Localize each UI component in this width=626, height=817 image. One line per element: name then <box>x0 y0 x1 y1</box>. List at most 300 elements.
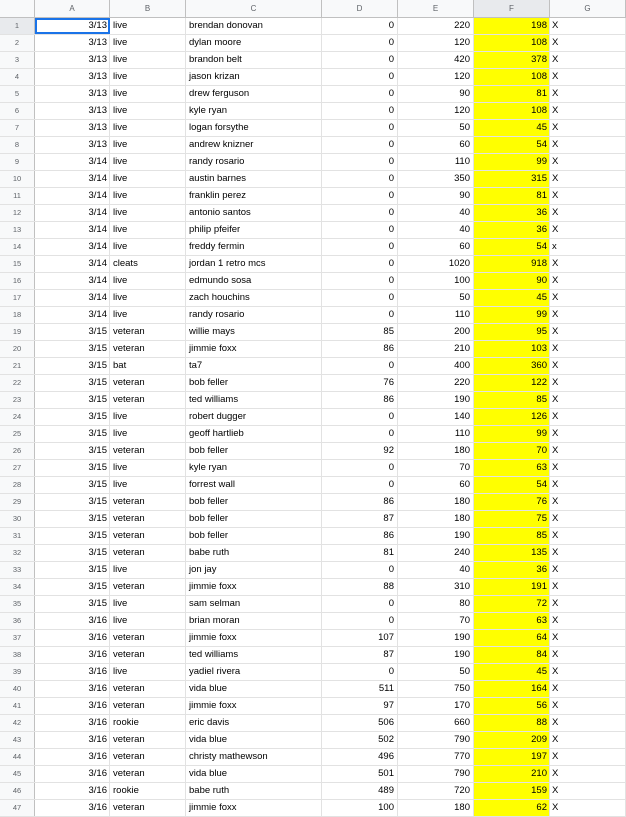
cell-profit[interactable]: 45 <box>474 120 550 136</box>
cell-price[interactable]: 170 <box>398 698 474 714</box>
cell-profit[interactable]: 315 <box>474 171 550 187</box>
cell-price[interactable]: 40 <box>398 562 474 578</box>
cell-profit[interactable]: 95 <box>474 324 550 340</box>
cell-type[interactable]: cleats <box>110 256 186 272</box>
cell-price[interactable]: 50 <box>398 120 474 136</box>
cell-player[interactable]: kyle ryan <box>186 103 322 119</box>
cell-cost[interactable]: 0 <box>322 239 398 255</box>
cell-price[interactable]: 60 <box>398 477 474 493</box>
cell-profit[interactable]: 63 <box>474 613 550 629</box>
cell-profit[interactable]: 76 <box>474 494 550 510</box>
cell-date[interactable]: 3/15 <box>35 562 110 578</box>
cell-mark[interactable]: X <box>550 545 626 561</box>
cell-mark[interactable]: X <box>550 494 626 510</box>
cell-profit[interactable]: 85 <box>474 392 550 408</box>
column-header-g[interactable]: G <box>550 0 626 17</box>
cell-mark[interactable]: X <box>550 715 626 731</box>
cell-price[interactable]: 750 <box>398 681 474 697</box>
cell-player[interactable]: vida blue <box>186 681 322 697</box>
cell-cost[interactable]: 0 <box>322 171 398 187</box>
cell-profit[interactable]: 918 <box>474 256 550 272</box>
cell-profit[interactable]: 126 <box>474 409 550 425</box>
cell-cost[interactable]: 92 <box>322 443 398 459</box>
cell-date[interactable]: 3/15 <box>35 545 110 561</box>
row-header[interactable]: 31 <box>0 528 35 544</box>
cell-type[interactable]: veteran <box>110 324 186 340</box>
cell-price[interactable]: 120 <box>398 35 474 51</box>
cell-player[interactable]: jimmie foxx <box>186 341 322 357</box>
cell-cost[interactable]: 87 <box>322 647 398 663</box>
cell-date[interactable]: 3/15 <box>35 596 110 612</box>
cell-date[interactable]: 3/14 <box>35 171 110 187</box>
cell-price[interactable]: 400 <box>398 358 474 374</box>
cell-price[interactable]: 200 <box>398 324 474 340</box>
cell-mark[interactable]: X <box>550 205 626 221</box>
cell-price[interactable]: 240 <box>398 545 474 561</box>
cell-mark[interactable]: X <box>550 358 626 374</box>
cell-mark[interactable]: X <box>550 154 626 170</box>
cell-type[interactable]: live <box>110 613 186 629</box>
cell-profit[interactable]: 378 <box>474 52 550 68</box>
row-header[interactable]: 1 <box>0 18 35 34</box>
cell-date[interactable]: 3/15 <box>35 426 110 442</box>
cell-type[interactable]: live <box>110 222 186 238</box>
cell-mark[interactable]: x <box>550 239 626 255</box>
cell-price[interactable]: 50 <box>398 664 474 680</box>
cell-mark[interactable]: X <box>550 664 626 680</box>
cell-mark[interactable]: X <box>550 647 626 663</box>
cell-type[interactable]: live <box>110 239 186 255</box>
cell-mark[interactable]: X <box>550 307 626 323</box>
cell-type[interactable]: veteran <box>110 579 186 595</box>
cell-profit[interactable]: 164 <box>474 681 550 697</box>
cell-date[interactable]: 3/13 <box>35 18 110 34</box>
cell-cost[interactable]: 0 <box>322 222 398 238</box>
cell-cost[interactable]: 0 <box>322 69 398 85</box>
row-header[interactable]: 38 <box>0 647 35 663</box>
cell-player[interactable]: eric davis <box>186 715 322 731</box>
cell-type[interactable]: veteran <box>110 766 186 782</box>
cell-cost[interactable]: 0 <box>322 205 398 221</box>
cell-player[interactable]: christy mathewson <box>186 749 322 765</box>
cell-mark[interactable]: X <box>550 69 626 85</box>
cell-type[interactable]: live <box>110 460 186 476</box>
row-header[interactable]: 35 <box>0 596 35 612</box>
cell-player[interactable]: zach houchins <box>186 290 322 306</box>
cell-price[interactable]: 90 <box>398 86 474 102</box>
cell-date[interactable]: 3/15 <box>35 528 110 544</box>
cell-player[interactable]: jon jay <box>186 562 322 578</box>
row-header[interactable]: 20 <box>0 341 35 357</box>
cell-mark[interactable]: X <box>550 426 626 442</box>
cell-type[interactable]: live <box>110 290 186 306</box>
cell-price[interactable]: 40 <box>398 205 474 221</box>
cell-price[interactable]: 220 <box>398 375 474 391</box>
cell-cost[interactable]: 501 <box>322 766 398 782</box>
cell-cost[interactable]: 86 <box>322 392 398 408</box>
cell-player[interactable]: freddy fermin <box>186 239 322 255</box>
cell-type[interactable]: live <box>110 154 186 170</box>
column-header-f[interactable]: F <box>474 0 550 17</box>
cell-date[interactable]: 3/16 <box>35 800 110 816</box>
cell-mark[interactable]: X <box>550 511 626 527</box>
cell-price[interactable]: 180 <box>398 511 474 527</box>
column-header-c[interactable]: C <box>186 0 322 17</box>
cell-date[interactable]: 3/13 <box>35 35 110 51</box>
cell-player[interactable]: jimmie foxx <box>186 630 322 646</box>
cell-player[interactable]: andrew knizner <box>186 137 322 153</box>
row-header[interactable]: 12 <box>0 205 35 221</box>
cell-type[interactable]: bat <box>110 358 186 374</box>
cell-price[interactable]: 190 <box>398 647 474 663</box>
cell-cost[interactable]: 76 <box>322 375 398 391</box>
row-header[interactable]: 30 <box>0 511 35 527</box>
cell-price[interactable]: 660 <box>398 715 474 731</box>
cell-cost[interactable]: 0 <box>322 409 398 425</box>
cell-player[interactable]: yadiel rivera <box>186 664 322 680</box>
cell-player[interactable]: dylan moore <box>186 35 322 51</box>
cell-player[interactable]: edmundo sosa <box>186 273 322 289</box>
cell-date[interactable]: 3/16 <box>35 749 110 765</box>
row-header[interactable]: 13 <box>0 222 35 238</box>
cell-type[interactable]: live <box>110 426 186 442</box>
cell-price[interactable]: 190 <box>398 528 474 544</box>
cell-cost[interactable]: 0 <box>322 18 398 34</box>
cell-profit[interactable]: 56 <box>474 698 550 714</box>
cell-player[interactable]: austin barnes <box>186 171 322 187</box>
cell-cost[interactable]: 107 <box>322 630 398 646</box>
cell-player[interactable]: franklin perez <box>186 188 322 204</box>
cell-player[interactable]: geoff hartlieb <box>186 426 322 442</box>
cell-date[interactable]: 3/16 <box>35 783 110 799</box>
cell-mark[interactable]: X <box>550 579 626 595</box>
cell-cost[interactable]: 86 <box>322 341 398 357</box>
cell-mark[interactable]: X <box>550 681 626 697</box>
cell-date[interactable]: 3/14 <box>35 188 110 204</box>
cell-type[interactable]: live <box>110 596 186 612</box>
cell-date[interactable]: 3/14 <box>35 290 110 306</box>
cell-cost[interactable]: 0 <box>322 426 398 442</box>
cell-date[interactable]: 3/16 <box>35 732 110 748</box>
cell-cost[interactable]: 0 <box>322 664 398 680</box>
cell-type[interactable]: veteran <box>110 732 186 748</box>
cell-date[interactable]: 3/15 <box>35 579 110 595</box>
cell-cost[interactable]: 489 <box>322 783 398 799</box>
cell-mark[interactable]: X <box>550 273 626 289</box>
cell-date[interactable]: 3/16 <box>35 630 110 646</box>
cell-date[interactable]: 3/15 <box>35 494 110 510</box>
row-header[interactable]: 46 <box>0 783 35 799</box>
cell-price[interactable]: 720 <box>398 783 474 799</box>
cell-date[interactable]: 3/13 <box>35 137 110 153</box>
cell-mark[interactable]: X <box>550 749 626 765</box>
cell-price[interactable]: 310 <box>398 579 474 595</box>
cell-profit[interactable]: 99 <box>474 426 550 442</box>
cell-date[interactable]: 3/14 <box>35 273 110 289</box>
cell-player[interactable]: philip pfeifer <box>186 222 322 238</box>
cell-price[interactable]: 140 <box>398 409 474 425</box>
cell-profit[interactable]: 64 <box>474 630 550 646</box>
cell-mark[interactable]: X <box>550 528 626 544</box>
select-all-corner[interactable] <box>0 0 35 17</box>
cell-price[interactable]: 220 <box>398 18 474 34</box>
cell-date[interactable]: 3/15 <box>35 477 110 493</box>
cell-cost[interactable]: 0 <box>322 35 398 51</box>
cell-date[interactable]: 3/14 <box>35 154 110 170</box>
cell-type[interactable]: live <box>110 120 186 136</box>
cell-type[interactable]: live <box>110 409 186 425</box>
row-header[interactable]: 4 <box>0 69 35 85</box>
row-header[interactable]: 44 <box>0 749 35 765</box>
cell-date[interactable]: 3/16 <box>35 766 110 782</box>
cell-type[interactable]: veteran <box>110 443 186 459</box>
cell-cost[interactable]: 0 <box>322 307 398 323</box>
cell-cost[interactable]: 0 <box>322 613 398 629</box>
cell-profit[interactable]: 99 <box>474 307 550 323</box>
cell-cost[interactable]: 0 <box>322 290 398 306</box>
cell-player[interactable]: antonio santos <box>186 205 322 221</box>
cell-profit[interactable]: 99 <box>474 154 550 170</box>
cell-price[interactable]: 1020 <box>398 256 474 272</box>
cell-date[interactable]: 3/16 <box>35 681 110 697</box>
cell-profit[interactable]: 209 <box>474 732 550 748</box>
cell-date[interactable]: 3/13 <box>35 103 110 119</box>
row-header[interactable]: 26 <box>0 443 35 459</box>
cell-type[interactable]: live <box>110 137 186 153</box>
row-header[interactable]: 47 <box>0 800 35 816</box>
cell-date[interactable]: 3/13 <box>35 120 110 136</box>
cell-price[interactable]: 40 <box>398 222 474 238</box>
cell-mark[interactable]: X <box>550 256 626 272</box>
cell-mark[interactable]: X <box>550 375 626 391</box>
cell-cost[interactable]: 86 <box>322 494 398 510</box>
cell-date[interactable]: 3/13 <box>35 52 110 68</box>
cell-cost[interactable]: 0 <box>322 188 398 204</box>
cell-price[interactable]: 120 <box>398 69 474 85</box>
cell-profit[interactable]: 360 <box>474 358 550 374</box>
row-header[interactable]: 16 <box>0 273 35 289</box>
cell-price[interactable]: 110 <box>398 154 474 170</box>
cell-mark[interactable]: X <box>550 562 626 578</box>
cell-type[interactable]: live <box>110 188 186 204</box>
cell-type[interactable]: live <box>110 307 186 323</box>
cell-player[interactable]: jimmie foxx <box>186 698 322 714</box>
cell-mark[interactable]: X <box>550 800 626 816</box>
cell-mark[interactable]: X <box>550 52 626 68</box>
cell-date[interactable]: 3/16 <box>35 613 110 629</box>
row-header[interactable]: 27 <box>0 460 35 476</box>
cell-profit[interactable]: 54 <box>474 239 550 255</box>
cell-mark[interactable]: X <box>550 766 626 782</box>
cell-date[interactable]: 3/14 <box>35 256 110 272</box>
cell-date[interactable]: 3/16 <box>35 664 110 680</box>
cell-type[interactable]: veteran <box>110 528 186 544</box>
cell-mark[interactable]: X <box>550 103 626 119</box>
row-header[interactable]: 40 <box>0 681 35 697</box>
cell-profit[interactable]: 103 <box>474 341 550 357</box>
cell-price[interactable]: 180 <box>398 494 474 510</box>
cell-mark[interactable]: X <box>550 35 626 51</box>
cell-mark[interactable]: X <box>550 341 626 357</box>
column-header-b[interactable]: B <box>110 0 186 17</box>
row-header[interactable]: 41 <box>0 698 35 714</box>
cell-type[interactable]: rookie <box>110 715 186 731</box>
cell-price[interactable]: 420 <box>398 52 474 68</box>
column-header-e[interactable]: E <box>398 0 474 17</box>
cell-type[interactable]: rookie <box>110 783 186 799</box>
cell-mark[interactable]: X <box>550 222 626 238</box>
cell-type[interactable]: live <box>110 35 186 51</box>
cell-player[interactable]: vida blue <box>186 732 322 748</box>
cell-price[interactable]: 120 <box>398 103 474 119</box>
cell-player[interactable]: jordan 1 retro mcs <box>186 256 322 272</box>
cell-profit[interactable]: 191 <box>474 579 550 595</box>
cell-date[interactable]: 3/15 <box>35 392 110 408</box>
row-header[interactable]: 19 <box>0 324 35 340</box>
cell-cost[interactable]: 0 <box>322 596 398 612</box>
cell-player[interactable]: bob feller <box>186 443 322 459</box>
row-header[interactable]: 9 <box>0 154 35 170</box>
cell-profit[interactable]: 122 <box>474 375 550 391</box>
row-header[interactable]: 11 <box>0 188 35 204</box>
cell-type[interactable]: live <box>110 103 186 119</box>
cell-profit[interactable]: 108 <box>474 69 550 85</box>
cell-profit[interactable]: 62 <box>474 800 550 816</box>
cell-player[interactable]: vida blue <box>186 766 322 782</box>
cell-price[interactable]: 790 <box>398 766 474 782</box>
cell-cost[interactable]: 86 <box>322 528 398 544</box>
cell-profit[interactable]: 198 <box>474 18 550 34</box>
cell-player[interactable]: randy rosario <box>186 154 322 170</box>
row-header[interactable]: 14 <box>0 239 35 255</box>
cell-player[interactable]: forrest wall <box>186 477 322 493</box>
cell-profit[interactable]: 45 <box>474 290 550 306</box>
row-header[interactable]: 36 <box>0 613 35 629</box>
cell-player[interactable]: bob feller <box>186 375 322 391</box>
cell-cost[interactable]: 0 <box>322 477 398 493</box>
cell-player[interactable]: bob feller <box>186 494 322 510</box>
cell-type[interactable]: veteran <box>110 494 186 510</box>
row-header[interactable]: 8 <box>0 137 35 153</box>
cell-cost[interactable]: 0 <box>322 154 398 170</box>
cell-player[interactable]: jimmie foxx <box>186 800 322 816</box>
cell-price[interactable]: 790 <box>398 732 474 748</box>
cell-price[interactable]: 70 <box>398 460 474 476</box>
row-header[interactable]: 23 <box>0 392 35 408</box>
cell-profit[interactable]: 63 <box>474 460 550 476</box>
row-header[interactable]: 33 <box>0 562 35 578</box>
row-header[interactable]: 15 <box>0 256 35 272</box>
row-header[interactable]: 7 <box>0 120 35 136</box>
cell-price[interactable]: 180 <box>398 800 474 816</box>
cell-mark[interactable]: X <box>550 290 626 306</box>
cell-mark[interactable]: X <box>550 324 626 340</box>
cell-cost[interactable]: 0 <box>322 460 398 476</box>
cell-cost[interactable]: 81 <box>322 545 398 561</box>
cell-price[interactable]: 350 <box>398 171 474 187</box>
row-header[interactable]: 42 <box>0 715 35 731</box>
cell-player[interactable]: ted williams <box>186 647 322 663</box>
cell-mark[interactable]: X <box>550 86 626 102</box>
row-header[interactable]: 28 <box>0 477 35 493</box>
cell-price[interactable]: 50 <box>398 290 474 306</box>
cell-date[interactable]: 3/16 <box>35 647 110 663</box>
cell-mark[interactable]: X <box>550 460 626 476</box>
cell-mark[interactable]: X <box>550 137 626 153</box>
cell-mark[interactable]: X <box>550 732 626 748</box>
cell-type[interactable]: live <box>110 562 186 578</box>
row-header[interactable]: 3 <box>0 52 35 68</box>
cell-profit[interactable]: 54 <box>474 477 550 493</box>
cell-price[interactable]: 190 <box>398 630 474 646</box>
cell-mark[interactable]: X <box>550 783 626 799</box>
row-header[interactable]: 24 <box>0 409 35 425</box>
cell-type[interactable]: veteran <box>110 647 186 663</box>
cell-price[interactable]: 60 <box>398 137 474 153</box>
cell-mark[interactable]: X <box>550 477 626 493</box>
cell-profit[interactable]: 81 <box>474 86 550 102</box>
column-header-d[interactable]: D <box>322 0 398 17</box>
cell-player[interactable]: logan forsythe <box>186 120 322 136</box>
cell-profit[interactable]: 90 <box>474 273 550 289</box>
cell-type[interactable]: veteran <box>110 545 186 561</box>
cell-type[interactable]: veteran <box>110 630 186 646</box>
cell-type[interactable]: live <box>110 664 186 680</box>
cell-price[interactable]: 80 <box>398 596 474 612</box>
cell-mark[interactable]: X <box>550 596 626 612</box>
cell-type[interactable]: live <box>110 477 186 493</box>
cell-cost[interactable]: 88 <box>322 579 398 595</box>
cell-player[interactable]: jimmie foxx <box>186 579 322 595</box>
cell-date[interactable]: 3/15 <box>35 443 110 459</box>
cell-cost[interactable]: 0 <box>322 120 398 136</box>
cell-player[interactable]: randy rosario <box>186 307 322 323</box>
cell-profit[interactable]: 81 <box>474 188 550 204</box>
cell-player[interactable]: sam selman <box>186 596 322 612</box>
cell-date[interactable]: 3/13 <box>35 86 110 102</box>
cell-player[interactable]: willie mays <box>186 324 322 340</box>
cell-profit[interactable]: 88 <box>474 715 550 731</box>
row-header[interactable]: 22 <box>0 375 35 391</box>
cell-date[interactable]: 3/15 <box>35 358 110 374</box>
cell-cost[interactable]: 0 <box>322 52 398 68</box>
cell-player[interactable]: bob feller <box>186 511 322 527</box>
row-header[interactable]: 17 <box>0 290 35 306</box>
row-header[interactable]: 29 <box>0 494 35 510</box>
cell-profit[interactable]: 36 <box>474 562 550 578</box>
cell-cost[interactable]: 0 <box>322 358 398 374</box>
cell-cost[interactable]: 0 <box>322 273 398 289</box>
row-header[interactable]: 18 <box>0 307 35 323</box>
cell-type[interactable]: live <box>110 18 186 34</box>
cell-cost[interactable]: 496 <box>322 749 398 765</box>
row-header[interactable]: 39 <box>0 664 35 680</box>
cell-mark[interactable]: X <box>550 18 626 34</box>
cell-price[interactable]: 100 <box>398 273 474 289</box>
cell-type[interactable]: veteran <box>110 375 186 391</box>
cell-date[interactable]: 3/15 <box>35 324 110 340</box>
cell-profit[interactable]: 70 <box>474 443 550 459</box>
row-header[interactable]: 37 <box>0 630 35 646</box>
cell-mark[interactable]: X <box>550 392 626 408</box>
cell-type[interactable]: live <box>110 273 186 289</box>
cell-type[interactable]: veteran <box>110 681 186 697</box>
cell-mark[interactable]: X <box>550 171 626 187</box>
cell-type[interactable]: veteran <box>110 511 186 527</box>
cell-type[interactable]: live <box>110 52 186 68</box>
cell-price[interactable]: 210 <box>398 341 474 357</box>
cell-date[interactable]: 3/15 <box>35 511 110 527</box>
